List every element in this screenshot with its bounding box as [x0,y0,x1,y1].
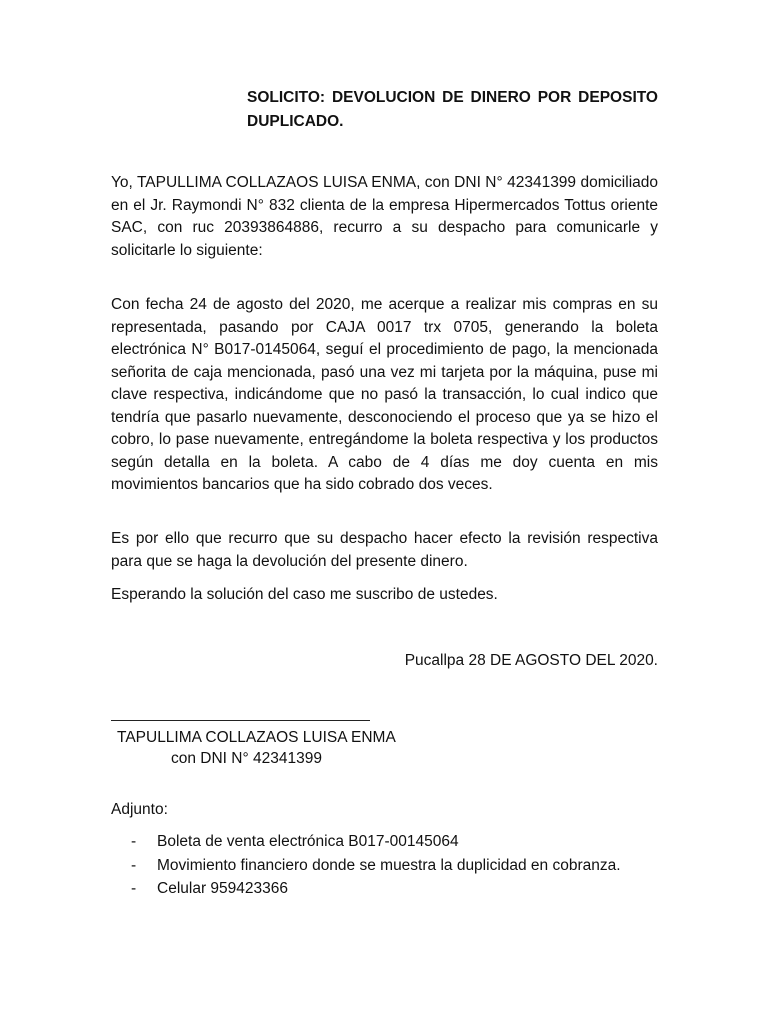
bullet-dash: - [131,856,137,874]
attachment-item-text: Celular 959423366 [157,880,288,897]
attachments-title: Adjunto: [111,801,168,818]
attachment-item-text: Movimiento financiero donde se muestra la duplicidad en cobranza. [157,856,621,874]
closing-paragraph: Esperando la solución del caso me suscribo de ustedes. [111,586,498,603]
signature-name: TAPULLIMA COLLAZAOS LUISA ENMA [117,729,396,746]
signature-line [111,720,370,721]
bullet-dash: - [131,833,137,850]
intro-paragraph: Yo, TAPULLIMA COLLAZAOS LUISA ENMA, con DNI N° 42341399 domiciliado en el Jr. Raymondi N° 832 clienta de la empresa Hipermercados Tottus oriente SAC, con ruc 20393864886, recurro a su despacho para comunicarle y solicitarle lo siguiente: [111,174,658,259]
body-paragraph: Con fecha 24 de agosto del 2020, me acerque a realizar mis compras en su representada, pasando por CAJA 0017 trx 0705, generando la boleta electrónica N° B017-0145064, seguí el procedimiento de pago, la mencionada señorita de caja mencionada, pasó una vez mi tarjeta por la máquina, puse mi clave respectiva, indicándome que no pasó la transacción, lo cual indico que tendría que pasarlo nuevamente, desconociendo el proceso que ya se hizo el cobro, lo pase nuevamente, entregándome la boleta respectiva y los productos según detalla en la boleta. A cabo de 4 días me doy cuenta en mis movimientos bancarios que ha sido cobrado dos veces. [111,296,658,493]
request-paragraph: Es por ello que recurro que su despacho hacer efecto la revisión respectiva para que se haga la devolución del presente dinero. [111,530,658,570]
letter-subject: SOLICITO: DEVOLUCION DE DINERO POR DEPOSITO DUPLICADO. [247,89,658,130]
signature-dni: con DNI N° 42341399 [171,750,322,767]
place-date: Pucallpa 28 DE AGOSTO DEL 2020. [404,652,658,669]
bullet-dash: - [131,880,137,897]
attachment-item-text: Boleta de venta electrónica B017-00145064 [157,833,459,850]
